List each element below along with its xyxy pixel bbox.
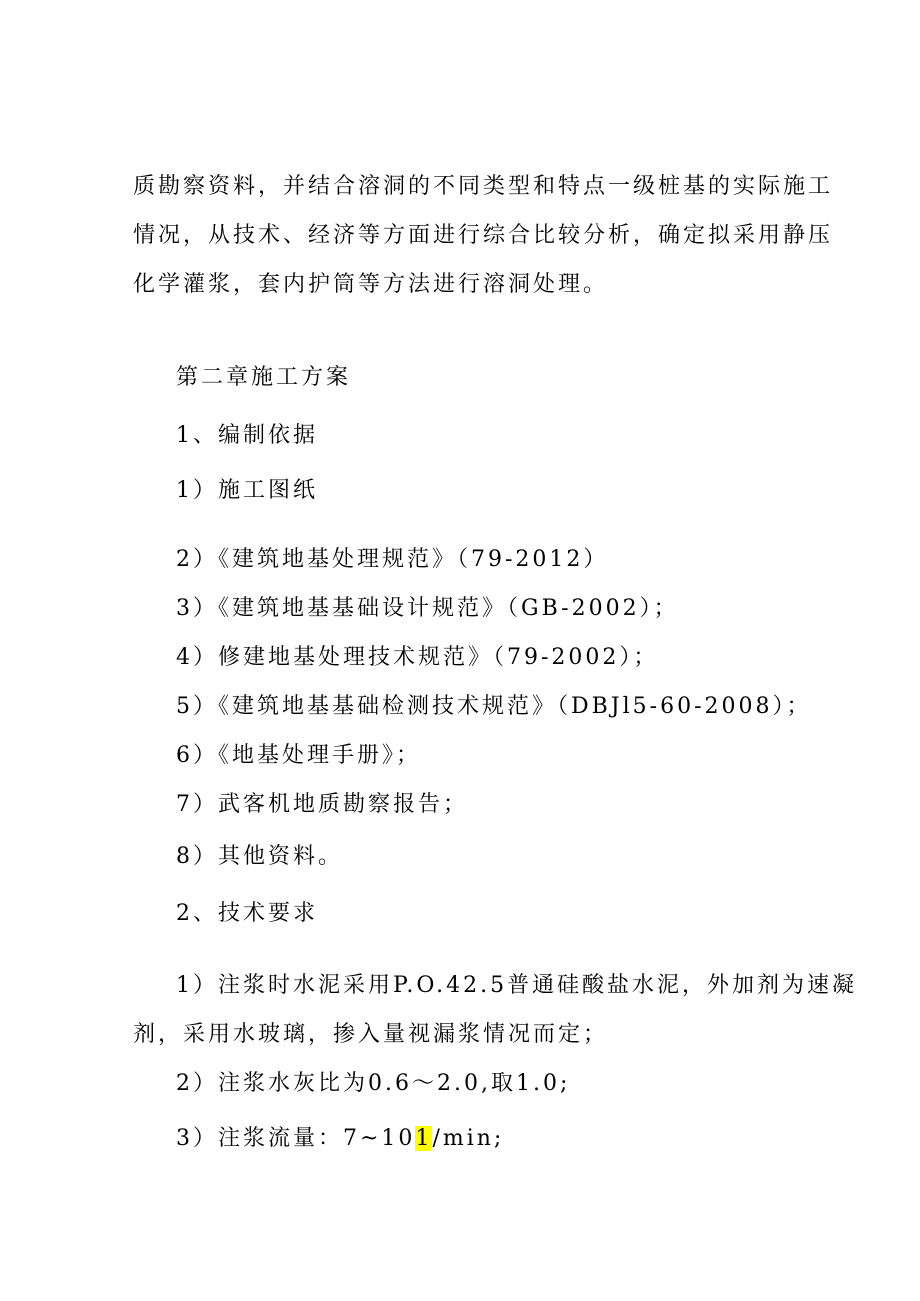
basis-item-8: 8）其他资料。: [176, 844, 343, 869]
basis-item-5: 5）《建筑地基基础检测技术规范》（DBJl5-60-2008）；: [176, 694, 812, 719]
requirement-3-suffix: /min;: [432, 1126, 505, 1151]
intro-paragraph-line-1: 质勘察资料，并结合溶洞的不同类型和特点一级桩基的实际施工: [133, 174, 834, 199]
basis-item-6: 6）《地基处理手册》；: [176, 743, 421, 768]
requirement-1-line-1: 1）注浆时水泥采用P.O.42.5普通硅酸盐水泥，外加剂为速凝: [176, 973, 858, 998]
basis-item-2: 2）《建筑地基处理规范》（79-2012）: [176, 547, 609, 572]
intro-paragraph-line-2: 情况，从技术、经济等方面进行综合比较分析，确定拟采用静压: [133, 223, 834, 248]
section-2-title: 2、技术要求: [176, 901, 318, 926]
requirement-3-prefix: 3）注浆流量：7~10: [176, 1126, 416, 1151]
basis-item-1: 1）施工图纸: [176, 478, 318, 503]
requirement-1-line-2: 剂，采用水玻璃，掺入量视漏浆情况而定；: [133, 1022, 609, 1047]
highlighted-unit-text: 1: [415, 1126, 433, 1151]
requirement-2: 2）注浆水灰比为0.6～2.0,取1.0;: [176, 1071, 571, 1096]
requirement-3: [176, 1124, 504, 1154]
basis-item-3: 3）《建筑地基基础设计规范》（GB-2002）；: [176, 596, 679, 621]
basis-item-4: 4）修建地基处理技术规范》（79-2002）；: [176, 645, 659, 670]
intro-paragraph-line-3: 化学灌浆，套内护筒等方法进行溶洞处理。: [133, 272, 609, 297]
section-1-title: 1、编制依据: [176, 423, 318, 448]
basis-item-7: 7）武客机地质勘察报告；: [176, 792, 468, 817]
chapter-title: 第二章施工方案: [176, 365, 352, 390]
